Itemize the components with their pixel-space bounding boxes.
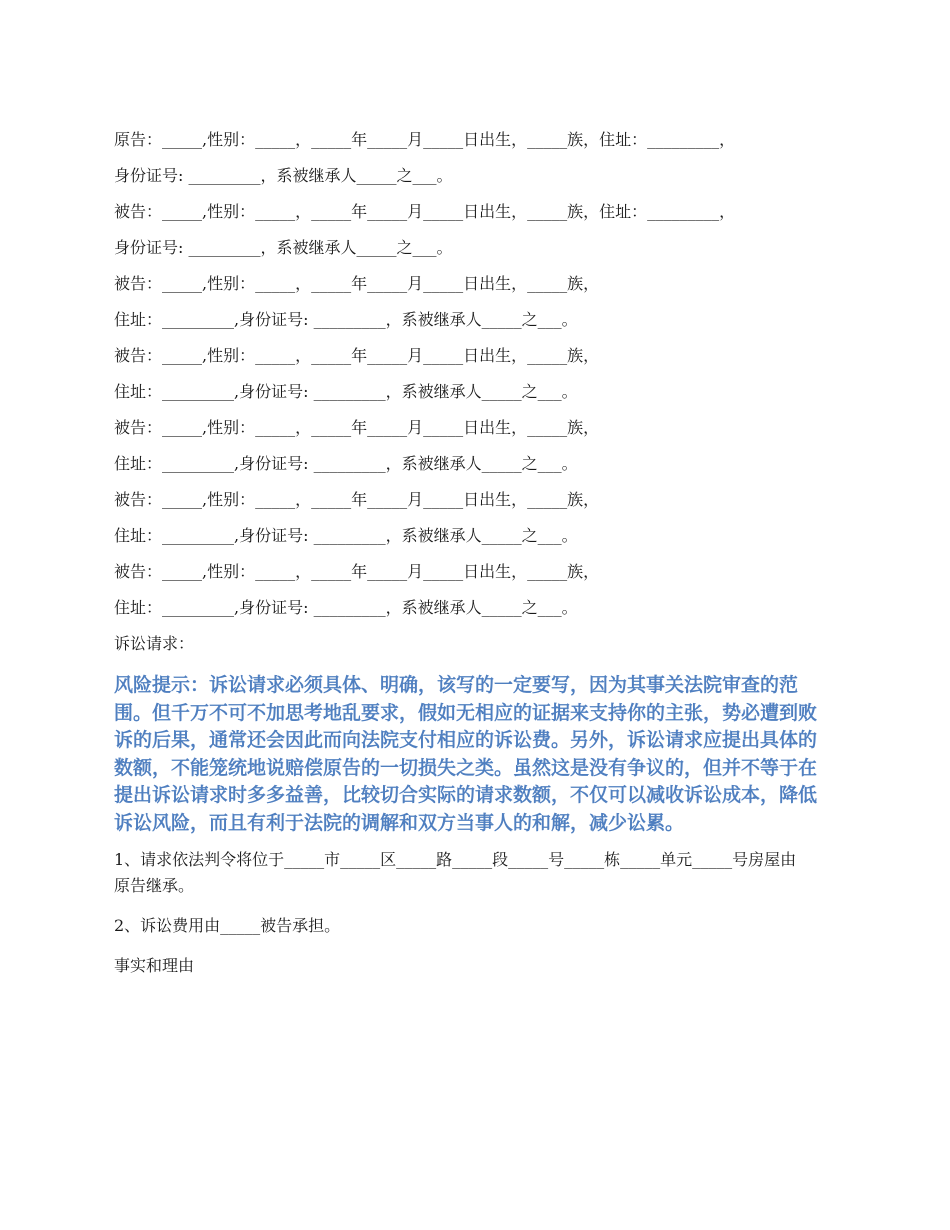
spacer [114, 899, 834, 913]
plaintiff-line: 原告：_____,性别：_____，_____年_____月_____日出生，_____族，住址：_________， [114, 130, 736, 149]
plaintiff-id-line: 身份证号: _________，系被继承人_____之___。 [114, 166, 453, 185]
defendant-4-line: 被告：_____,性别：_____，_____年_____月_____日出生，_____族， [114, 418, 600, 437]
claim-item-1: 1、请求依法判令将位于_____市_____区_____路_____段_____号_____栋_____单元_____号房屋由原告继承。 [114, 850, 797, 895]
defendant-2-line: 被告：_____,性别：_____，_____年_____月_____日出生，_____族， [114, 274, 600, 293]
defendant-1-line: 被告：_____,性别：_____，_____年_____月_____日出生，_____族，住址：_________， [114, 202, 736, 221]
defendant-4-address-line: 住址：_________,身份证号: _________，系被继承人_____之___。 [114, 454, 578, 473]
defendant-6-address-line: 住址：_________,身份证号: _________，系被继承人_____之___。 [114, 598, 578, 617]
defendant-3-line: 被告：_____,性别：_____，_____年_____月_____日出生，_____族， [114, 346, 600, 365]
spacer [114, 939, 834, 953]
defendant-3-address-line: 住址：_________,身份证号: _________，系被继承人_____之___。 [114, 382, 578, 401]
defendant-5-line: 被告：_____,性别：_____，_____年_____月_____日出生，_____族， [114, 490, 600, 509]
defendant-1-id-line: 身份证号: _________，系被继承人_____之___。 [114, 238, 453, 257]
document-body [114, 122, 834, 979]
risk-note: 风险提示：诉讼请求必须具体、明确，该写的一定要写，因为其事关法院审查的范围。但千万不可不加思考地乱要求，假如无相应的证据来支持你的主张，势必遭到败诉的后果，通常还会因此而向法院支付相应的诉讼费。另外，诉讼请求应提出具体的数额，不能笼统地说赔偿原告的一切损失之类。虽然这是没有争议的，但并不等于在提出诉讼请求时多多益善，比较切合实际的请求数额，不仅可以减收诉讼成本，降低诉讼风险，而且有利于法院的调解和双方当事人的和解，减少讼累。 [114, 674, 818, 834]
facts-heading: 事实和理由 [114, 956, 195, 975]
defendant-2-address-line: 住址：_________,身份证号: _________，系被继承人_____之___。 [114, 310, 578, 329]
claim-item-2: 2、诉讼费用由_____被告承担。 [114, 916, 341, 935]
claims-heading: 诉讼请求： [114, 634, 195, 653]
defendant-6-line: 被告：_____,性别：_____，_____年_____月_____日出生，_____族， [114, 562, 600, 581]
defendant-5-address-line: 住址：_________,身份证号: _________，系被继承人_____之___。 [114, 526, 578, 545]
